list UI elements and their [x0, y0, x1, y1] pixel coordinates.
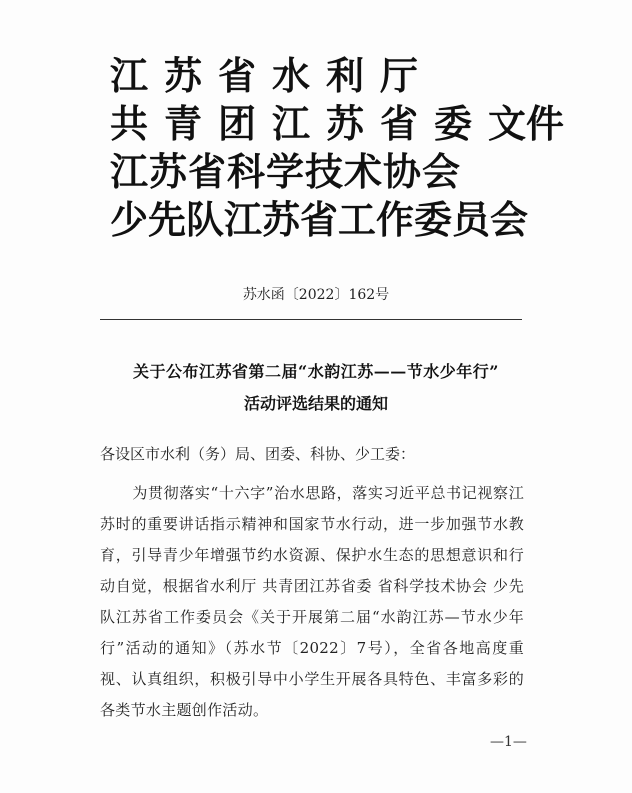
- notice-title-line-2: 活动评选结果的通知: [243, 394, 388, 413]
- org-young-pioneers-committee: 少先队江苏省工作委员会: [110, 198, 529, 242]
- salutation: 各设区市水利（务）局、团委、科协、少工委：: [100, 445, 416, 463]
- header-divider: [100, 319, 522, 320]
- issuing-organizations: [110, 52, 565, 244]
- body-paragraph-text: 为贯彻落实“十六字”治水思路，落实习近平总书记视察江苏时的重要讲话指示精神和国家节水行动，进一步加强节水教育，引导青少年增强节约水资源、保护水生态的思想意识和行动自觉，根据省水利厅 共青团江苏省委 省科学技术协会 少先队江苏省工作委员会《关于开展第二届“水韵江苏—节水少年行”活动的通知》（苏水节〔2022〕7号），全省各地高度重视、认真组织，积极引导中小学生开展各具特色、丰富多彩的各类节水主题创作活动。: [100, 484, 524, 719]
- org-youth-league-name: 共青团江苏省委: [110, 102, 489, 146]
- notice-title: [0, 356, 632, 420]
- page-number: —1—: [490, 734, 527, 750]
- org-youth-league-committee: [110, 100, 565, 148]
- org-science-association: 江苏省科学技术协会: [110, 150, 462, 194]
- org-water-resources-dept: 江苏省水利厅: [110, 54, 435, 98]
- body-paragraph: [100, 478, 524, 726]
- doc-type-word: 文件: [488, 102, 565, 146]
- notice-title-line-1: 关于公布江苏省第二届“水韵江苏——节水少年行”: [133, 362, 499, 381]
- document-number: 苏水函〔2022〕162号: [242, 287, 390, 303]
